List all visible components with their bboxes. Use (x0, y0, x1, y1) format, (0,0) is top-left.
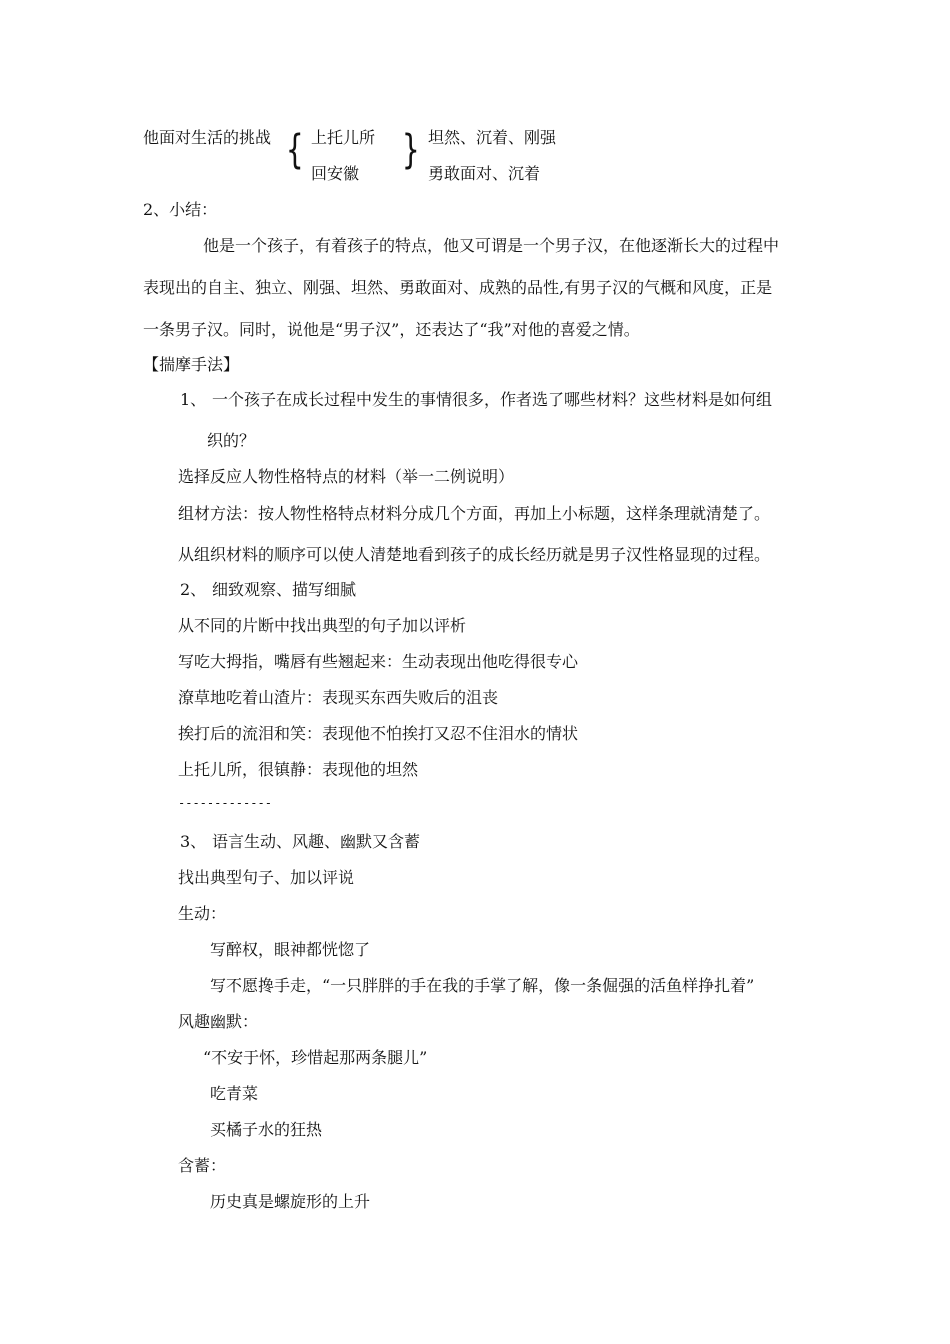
example-item: 写醉权，眼神都恍惚了 (210, 940, 371, 959)
answer-line: 写吃大拇指，嘴唇有些翘起来：生动表现出他吃得很专心 (178, 652, 579, 671)
answer-line: 选择反应人物性格特点的材料（举一二例说明） (178, 467, 515, 486)
answer-line: 潦草地吃着山渣片：表现买东西失败后的沮丧 (178, 688, 499, 707)
challenge-item: 上托儿所 (311, 128, 376, 147)
example-item: 吃青菜 (210, 1084, 259, 1103)
right-brace-icon: } (401, 127, 420, 173)
summary-heading: 2、小结： (143, 200, 218, 219)
question-number: 1、 (180, 390, 207, 409)
challenge-result: 勇敢面对、沉着 (428, 164, 541, 183)
summary-paragraph-line: 他是一个孩子，有着孩子的特点，他又可谓是一个男子汉，在他逐渐长大的过程中 (203, 236, 780, 255)
question-text: 细致观察、描写细腻 (212, 580, 357, 599)
question-text: 织的？ (207, 431, 256, 450)
question-text: 一个孩子在成长过程中发生的事情很多，作者选了哪些材料？这些材料是如何组 (212, 390, 773, 409)
technique-heading: 【揣摩手法】 (143, 355, 240, 374)
challenge-item: 回安徽 (311, 164, 360, 183)
category-label: 含蓄： (178, 1156, 227, 1175)
category-label: 生动： (178, 904, 227, 923)
answer-line: 上托儿所，很镇静：表现他的坦然 (178, 760, 419, 779)
answer-line: 从不同的片断中找出典型的句子加以评析 (178, 616, 467, 635)
example-item: 写不愿搀手走，“一只胖胖的手在我的手掌了解，像一条倔强的活鱼样挣扎着” (210, 976, 755, 995)
challenge-result: 坦然、沉着、刚强 (428, 128, 557, 147)
separator-line: ------------- (178, 796, 272, 810)
example-item: “不安于怀，珍惜起那两条腿儿” (203, 1048, 428, 1067)
example-item: 历史真是螺旋形的上升 (210, 1192, 371, 1211)
challenge-lead: 他面对生活的挑战 (143, 128, 272, 147)
summary-paragraph-line: 一条男子汉。同时，说他是“男子汉”，还表达了“我”对他的喜爱之情。 (143, 320, 640, 339)
question-text: 语言生动、风趣、幽默又含蓄 (212, 832, 421, 851)
answer-line: 从组织材料的顺序可以使人清楚地看到孩子的成长经历就是男子汉性格显现的过程。 (178, 545, 771, 564)
answer-line: 组材方法：按人物性格特点材料分成几个方面，再加上小标题，这样条理就清楚了。 (178, 504, 771, 523)
summary-paragraph-line: 表现出的自主、独立、刚强、坦然、勇敢面对、成熟的品性,有男子汉的气概和风度，正是 (143, 278, 773, 297)
answer-line: 找出典型句子、加以评说 (178, 868, 355, 887)
question-number: 3、 (180, 832, 207, 851)
left-brace-icon: { (285, 127, 304, 173)
answer-line: 挨打后的流泪和笑：表现他不怕挨打又忍不住泪水的情状 (178, 724, 579, 743)
question-number: 2、 (180, 580, 207, 599)
example-item: 买橘子水的狂热 (210, 1120, 323, 1139)
category-label: 风趣幽默： (178, 1012, 259, 1031)
